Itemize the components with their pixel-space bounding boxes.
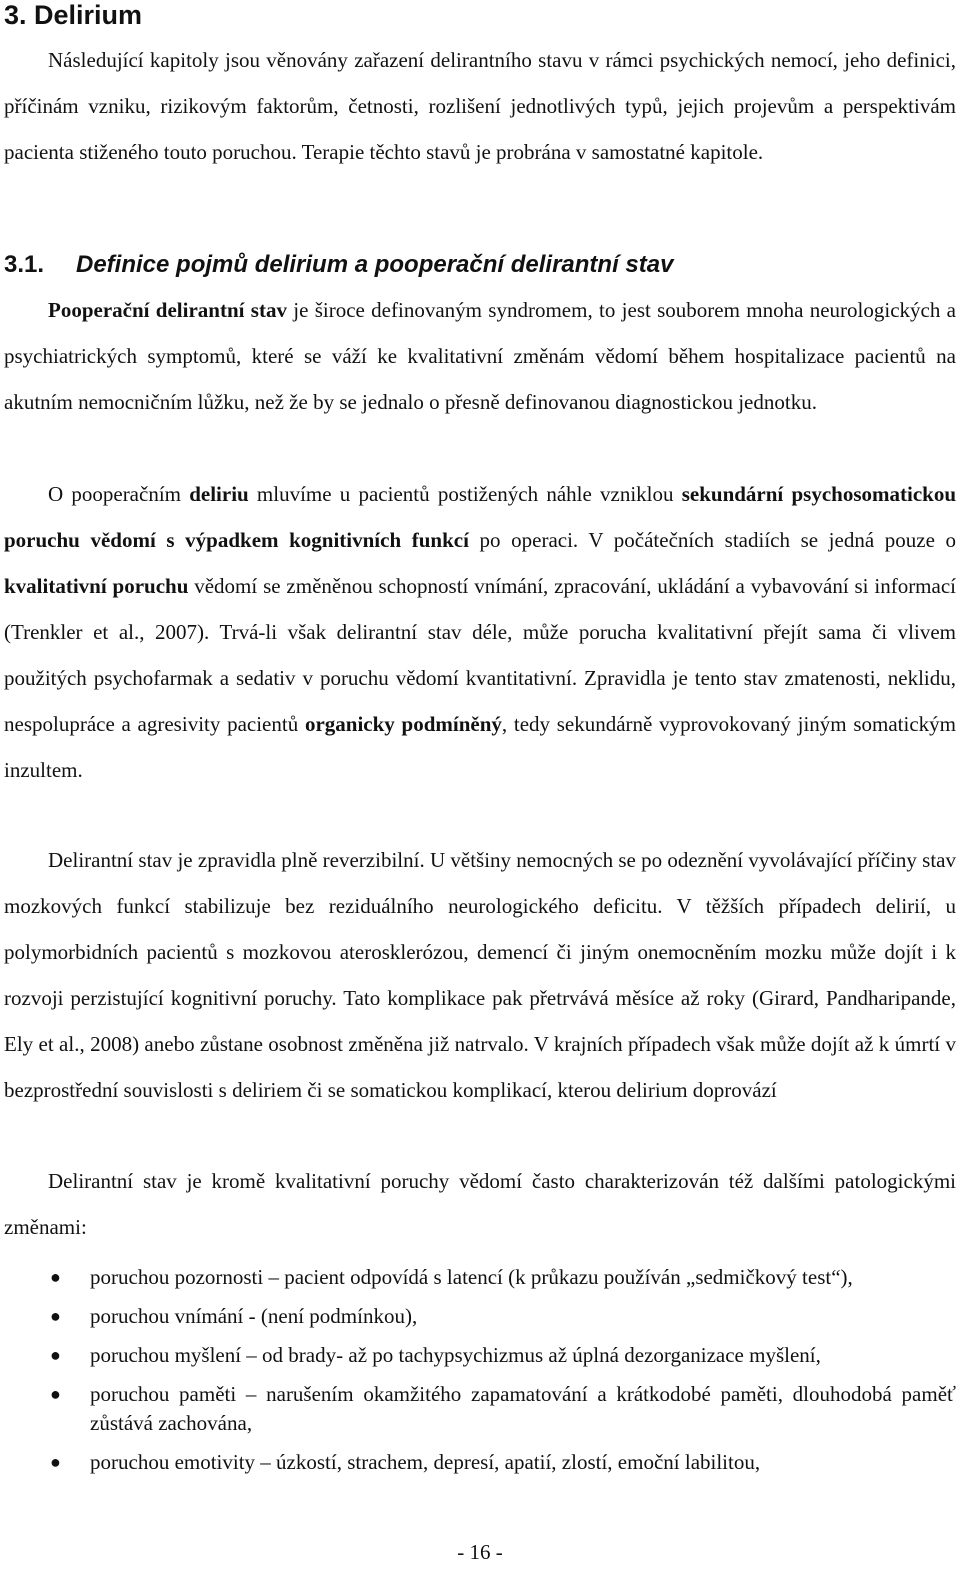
definition-paragraph xyxy=(4,287,956,425)
symptoms-intro-paragraph xyxy=(4,1158,956,1250)
symptom-list xyxy=(4,1263,956,1477)
list-item xyxy=(4,1448,956,1477)
bullet-icon: ● xyxy=(50,1452,61,1472)
list-item-text: poruchou vnímání - (není podmínkou), xyxy=(90,1304,418,1328)
intro-text: Následující kapitoly jsou věnovány zařazení delirantního stavu v rámci psychických nemocí, jeho definici, příčinám vzniku, rizikovým faktorům, četnosti, rozlišení jednotlivých typů, jejich projevům a perspektivám pacienta stiženého touto poruchou. Terapie těchto stavů je probrána v samostatné kapitole. xyxy=(4,48,956,164)
bullet-icon: ● xyxy=(50,1384,61,1404)
term-qualitative-disorder: kvalitativní poruchu xyxy=(4,574,189,598)
section-title: Definice pojmů delirium a pooperační delirantní stav xyxy=(76,251,674,278)
list-item-text: poruchou pozornosti – pacient odpovídá s latencí (k průkazu používán „sedmičkový test“), xyxy=(90,1265,853,1289)
definition-text: je široce definovaným syndromem, to jest souborem mnoha neurologických a psychiatrických symptomů, které se váží ke kvalitativní změnám vědomí během hospitalizace pacientů na akutním nemocničním lůžku, než že by se jednalo o přesně definovanou diagnostickou jednotku. xyxy=(4,298,956,414)
text-segment: , tedy sekundárně vyprovokovaný jiným somatickým inzultem. xyxy=(4,712,957,782)
list-item-text: poruchou paměti – narušením okamžitého zapamatování a krátkodobé paměti, dlouhodobá paměť zůstává zachována, xyxy=(90,1382,956,1435)
reversibility-text: Delirantní stav je zpravidla plně reverzibilní. U většiny nemocných se po odeznění vyvolávající příčiny stav mozkových funkcí stabilizuje bez reziduálního neurologického deficitu. V těžších případech delirií, u polymorbidních pacientů s mozkovou aterosklerózou, demencí či jiným onemocněním mozku může dojít i k rozvoji perzistující kognitivní poruchy. Tato komplikace pak přetrvává měsíce až roky (Girard, Pandharipande, Ely et al., 2008) anebo zůstane osobnost změněna již natrvalo. V krajních případech však může dojít až k úmrtí v bezprostřední souvislosti s deliriem či se somatickou komplikací, kterou delirium doprovází xyxy=(4,848,956,1102)
list-item-text: poruchou emotivity – úzkostí, strachem, depresí, apatií, zlostí, emoční labilitou, xyxy=(90,1450,761,1474)
term-organic: organicky podmíněný xyxy=(304,712,502,736)
bullet-icon: ● xyxy=(50,1345,61,1365)
term-secondary-disorder: sekundární psychosomatickou poruchu vědomí s výpadkem kognitivních funkcí xyxy=(4,482,956,552)
text-segment: vědomí se změněnou schopností vnímání, zpracování, ukládání a vybavování si informací (Trenkler et al., 2007). Trvá-li však delirantní stav déle, může porucha kvalitativní přejít sama či vlivem použitých psychofarmak a sedativ v poruchu vědomí kvantitativní. Zpravidla je tento stav zmatenosti, neklidu, nespolupráce a agresivity pacientů xyxy=(4,574,956,736)
list-item-text: poruchou myšlení – od brady- až po tachypsychizmus až úplná dezorganizace myšlení, xyxy=(90,1343,821,1367)
list-item xyxy=(4,1302,956,1331)
section-heading xyxy=(4,250,673,280)
bullet-icon: ● xyxy=(50,1306,61,1326)
delirium-paragraph xyxy=(4,471,956,793)
reversibility-paragraph xyxy=(4,837,956,1113)
list-item xyxy=(4,1263,956,1292)
symptoms-intro-text: Delirantní stav je kromě kvalitativní poruchy vědomí často charakterizován též dalšími patologickými změnami: xyxy=(4,1169,956,1239)
text-segment: mluvíme u pacientů postižených náhle vzniklou xyxy=(248,482,682,506)
list-item xyxy=(4,1380,956,1438)
section-number: 3.1. xyxy=(4,251,45,278)
intro-paragraph xyxy=(4,37,956,175)
bullet-icon: ● xyxy=(50,1267,61,1287)
text-segment: O pooperačním xyxy=(48,482,190,506)
text-segment: po operaci. V počátečních stadiích se jedná pouze o xyxy=(468,528,956,552)
chapter-title: 3. Delirium xyxy=(4,0,143,30)
term-postop-delirium: Pooperační delirantní stav xyxy=(48,298,287,322)
list-item xyxy=(4,1341,956,1370)
page-number: - 16 - xyxy=(457,1540,503,1564)
term-delirium: deliriu xyxy=(189,482,249,506)
